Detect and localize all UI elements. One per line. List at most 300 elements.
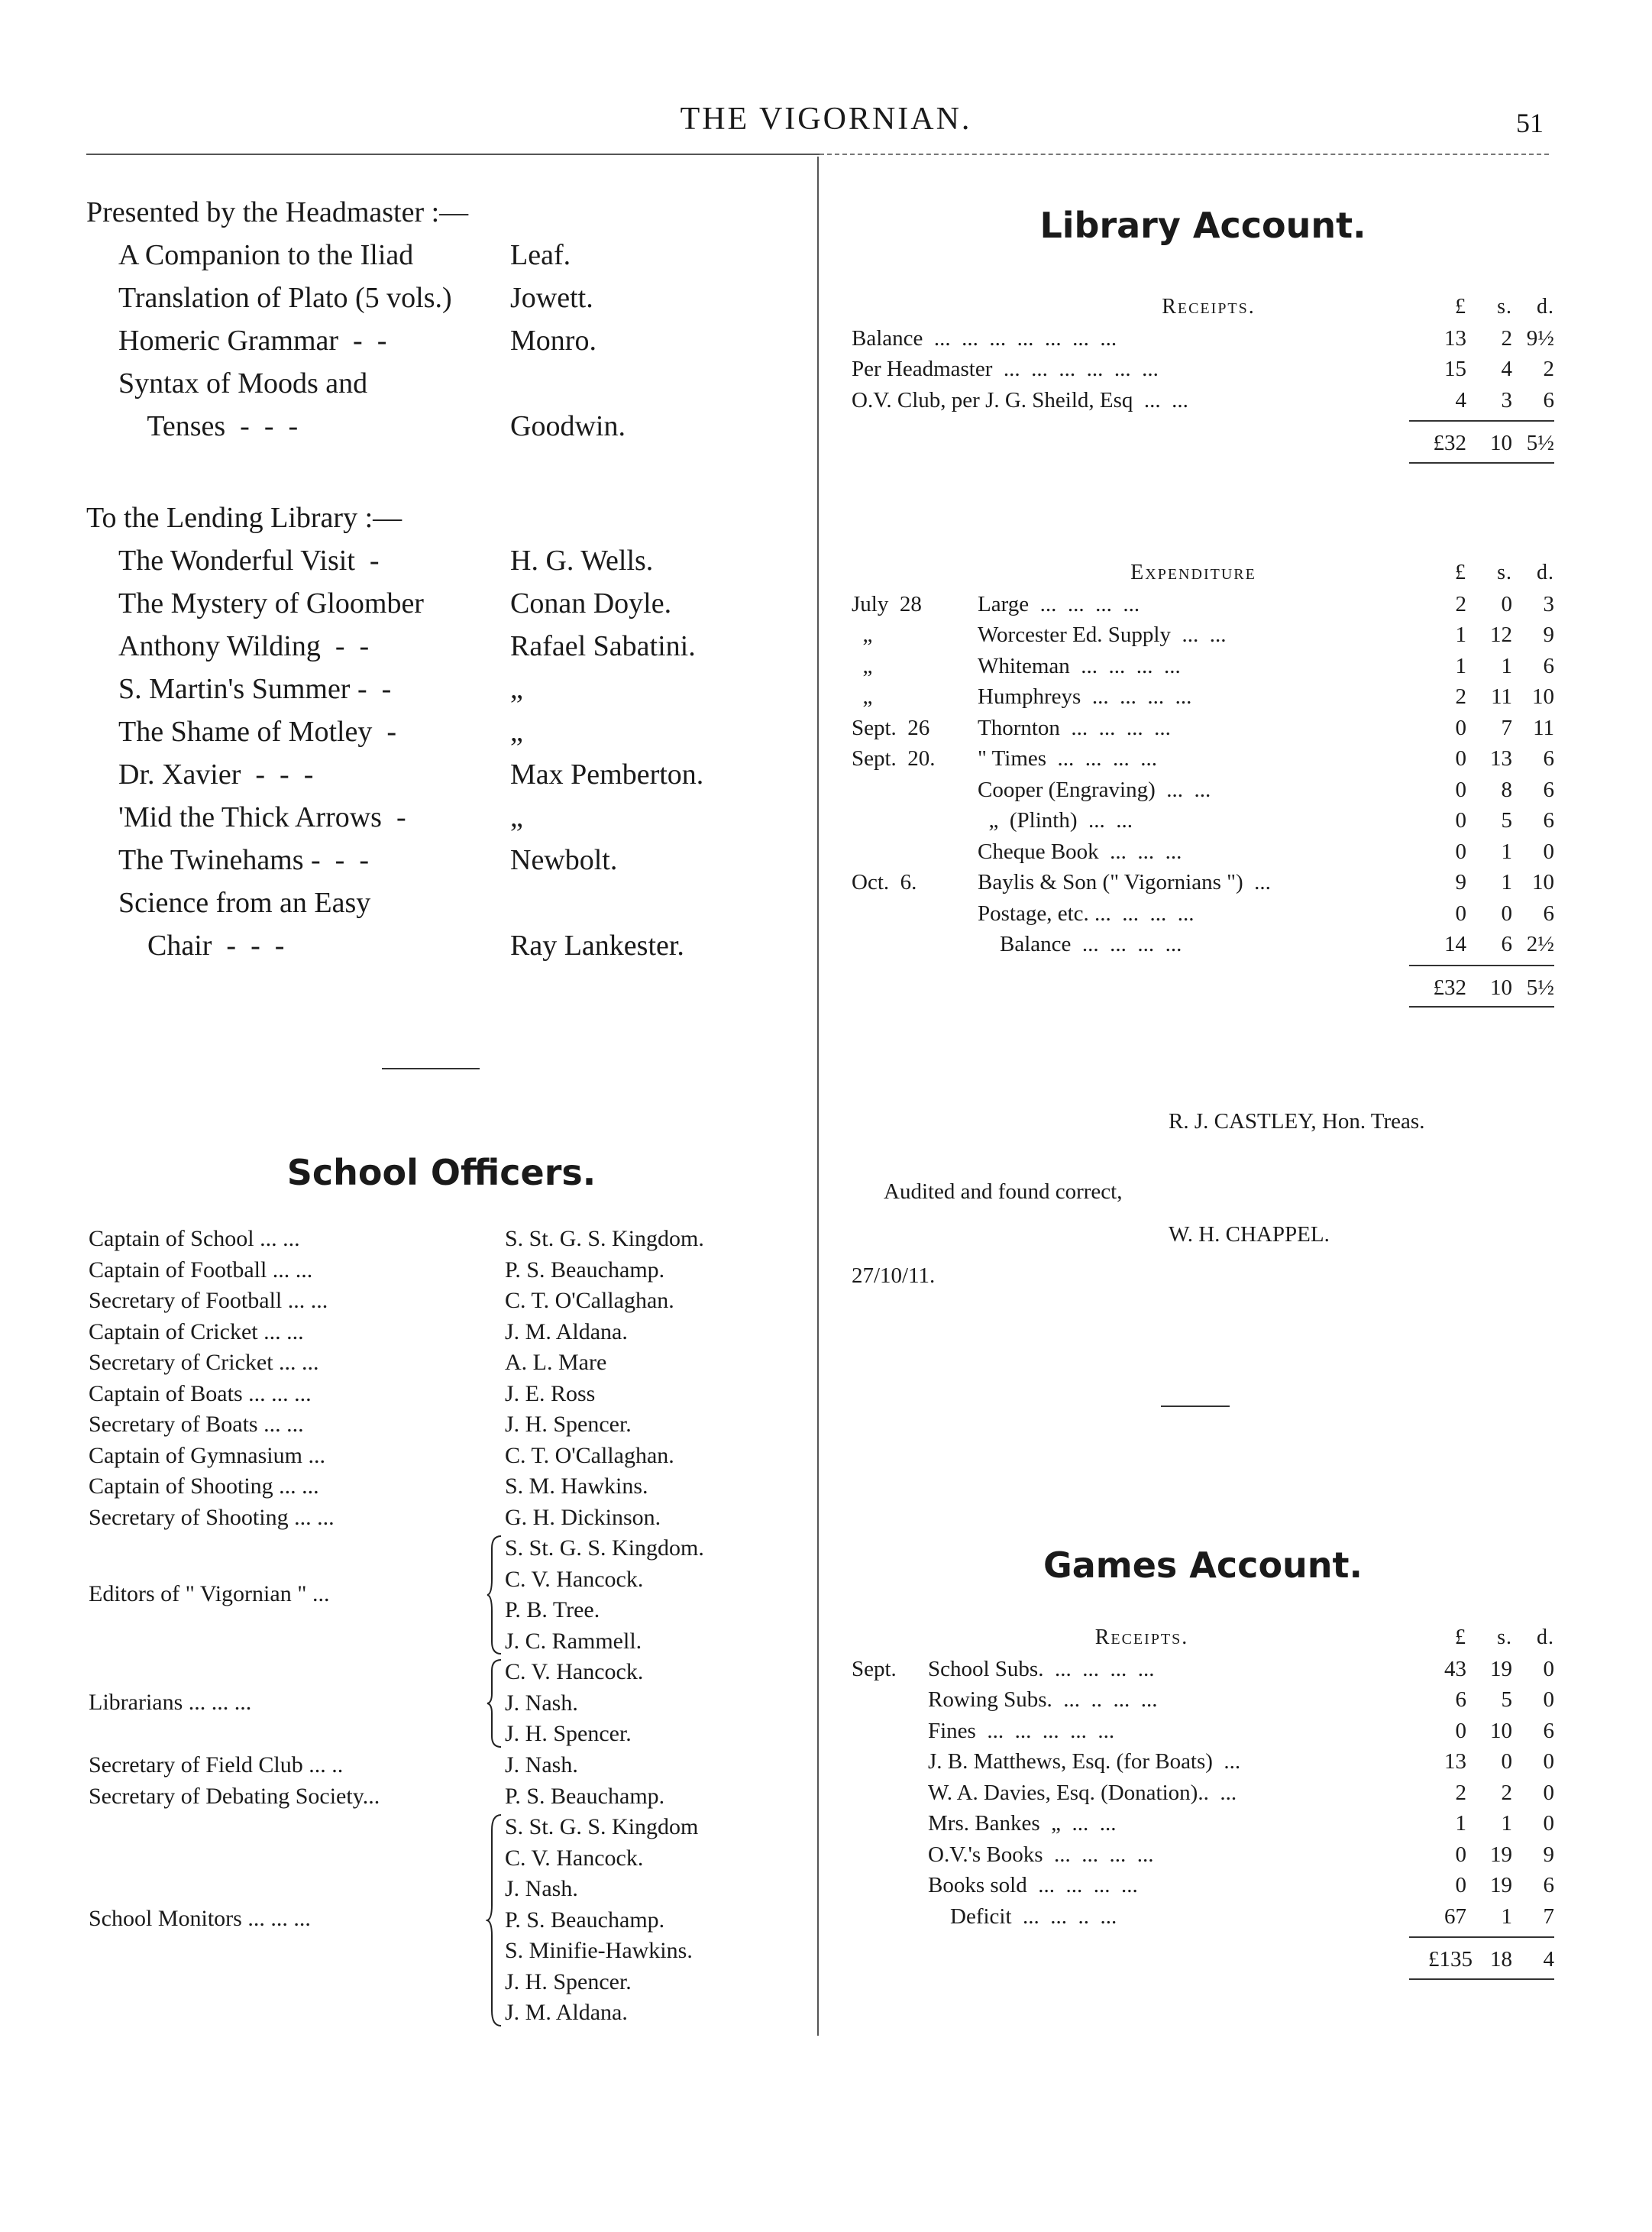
officer-role: Captain of Shooting ... ...: [89, 1473, 319, 1499]
account-date: [852, 1839, 928, 1871]
book-title: The Mystery of Gloomber: [118, 587, 424, 619]
amount-pounds: 0: [1455, 746, 1466, 771]
audited-statement: Audited and found correct,: [884, 1179, 1123, 1204]
amount-pence: 9½: [1526, 325, 1554, 351]
page-number: 51: [1516, 108, 1544, 138]
account-row: [852, 867, 1554, 898]
account-date: Sept. 20.: [852, 746, 936, 771]
officer-row: [89, 1255, 799, 1286]
amount-pounds: 43: [1444, 1656, 1466, 1681]
account-row: [852, 619, 1554, 651]
officer-row: [89, 1750, 799, 1781]
account-item: W. A. Davies, Esq. (Donation).. ...: [928, 1780, 1237, 1805]
officer-name: J. C. Rammell.: [505, 1628, 642, 1654]
book-author: [510, 881, 797, 924]
amount-pounds: 0: [1455, 808, 1466, 833]
officer-name: C. V. Hancock.: [505, 1845, 644, 1871]
account-row: [852, 589, 1554, 620]
officer-role: Secretary of Boats ... ...: [89, 1412, 304, 1437]
account-amount: [1409, 1654, 1554, 1685]
amount-pounds: 0: [1455, 1873, 1466, 1897]
account-amount: [1409, 1808, 1554, 1839]
book-title: 'Mid the Thick Arrows -: [118, 801, 406, 833]
amount-shillings: 5: [1501, 1687, 1512, 1712]
account-amount: [1409, 775, 1554, 806]
amount-shillings: 1: [1501, 1811, 1512, 1836]
officer-name: C. V. Hancock.: [505, 1659, 644, 1684]
book-author: Goodwin.: [510, 410, 626, 442]
book-row: [86, 881, 797, 924]
account-amount: [1409, 385, 1554, 416]
amount-pounds: 2: [1455, 1780, 1466, 1805]
account-row: [852, 385, 1554, 416]
account-date: [852, 836, 978, 868]
officer-name: J. M. Aldana.: [505, 2000, 628, 2025]
book-title: Tenses - - -: [118, 410, 299, 442]
col-pounds: £: [1455, 295, 1466, 319]
book-author: Max Pemberton.: [510, 759, 704, 791]
officer-name: J. H. Spencer.: [505, 1412, 632, 1437]
amount-pence: 6: [1543, 387, 1554, 412]
account-item: Per Headmaster ... ... ... ... ... ...: [852, 357, 1159, 381]
library-receipts-total: £32 10 5½: [1433, 431, 1554, 455]
account-row: [852, 1901, 1554, 1933]
account-amount: [1409, 651, 1554, 682]
officer-role: Captain of School ... ...: [89, 1226, 300, 1251]
amount-pounds: 1: [1455, 653, 1466, 678]
account-item: Whiteman ... ... ... ...: [978, 653, 1181, 678]
amount-shillings: 3: [1501, 387, 1512, 412]
officer-role: Secretary of Cricket ... ...: [89, 1350, 319, 1375]
amount-shillings: 0: [1501, 901, 1512, 926]
officer-name: J. Nash.: [505, 1876, 578, 1901]
account-date: „: [852, 653, 873, 678]
book-row: [86, 753, 797, 796]
amount-pence: 2: [1543, 357, 1554, 381]
audit-date: 27/10/11.: [852, 1263, 936, 1288]
amount-pence: 9: [1543, 623, 1554, 647]
officer-role: Captain of Boats ... ... ...: [89, 1380, 312, 1406]
officer-role: Captain of Gymnasium ...: [89, 1442, 325, 1468]
book-row: [86, 539, 797, 582]
book-title: Dr. Xavier - - -: [118, 759, 314, 791]
officer-name: P. S. Beauchamp.: [505, 1257, 665, 1283]
account-date: [852, 775, 978, 806]
book-row: [86, 582, 797, 625]
amount-pounds: 4: [1455, 387, 1466, 412]
book-title: Science from an Easy: [118, 887, 371, 919]
book-title: Chair - - -: [118, 930, 285, 962]
officer-row: [89, 1503, 799, 1534]
book-row: [86, 625, 797, 668]
amount-pounds: 0: [1455, 715, 1466, 740]
officer-name: J. H. Spencer.: [505, 1721, 632, 1746]
account-date: „: [852, 684, 873, 709]
library-expenditure-rows: [852, 589, 1554, 960]
monitors-role: School Monitors ... ... ...: [89, 1906, 311, 1931]
amount-shillings: 2: [1501, 325, 1512, 351]
library-expenditure: [852, 558, 1554, 1008]
library-receipts-label: Receipts.: [1162, 295, 1256, 319]
account-item: Baylis & Son (" Vigornians ") ...: [978, 870, 1271, 894]
editors-names: [505, 1533, 704, 1657]
column-divider: [817, 157, 819, 2036]
amount-shillings: 1: [1501, 653, 1512, 678]
amount-shillings: 5: [1501, 808, 1512, 833]
officer-row: [89, 1286, 799, 1317]
account-item: Deficit ... ... .. ...: [928, 1904, 1117, 1929]
officer-row: [89, 1347, 799, 1379]
account-row: [852, 1839, 1554, 1871]
account-date: [852, 1746, 928, 1778]
col-pence: d.: [1537, 295, 1554, 319]
book-author: Ray Lankester.: [510, 930, 684, 962]
officer-role: Captain of Football ... ...: [89, 1257, 313, 1283]
account-row: [852, 743, 1554, 775]
account-item: Postage, etc. ... ... ... ...: [978, 901, 1195, 926]
account-date: [852, 1901, 928, 1933]
games-receipts-rows: [852, 1654, 1554, 1933]
officer-name: A. L. Mare: [505, 1350, 607, 1375]
account-amount: [1409, 1778, 1554, 1809]
account-row: [852, 1716, 1554, 1747]
account-amount: [1409, 836, 1554, 868]
book-author: Rafael Sabatini.: [510, 630, 696, 662]
account-item: Rowing Subs. ... .. ... ...: [928, 1687, 1158, 1712]
editors-role: Editors of " Vigornian " ...: [89, 1581, 330, 1606]
officer-name: J. M. Aldana.: [505, 1318, 628, 1344]
presented-book-list: [86, 234, 797, 448]
book-row: [86, 710, 797, 753]
librarians-names: [505, 1657, 643, 1750]
brace-icon: [486, 1533, 506, 1657]
account-amount: [1409, 1746, 1554, 1778]
book-row: [86, 319, 797, 362]
book-row: [86, 362, 797, 405]
amount-pence: 3: [1543, 591, 1554, 616]
lending-heading: To the Lending Library :—: [86, 502, 402, 534]
account-item: School Subs. ... ... ... ...: [928, 1656, 1155, 1681]
book-title: S. Martin's Summer - -: [118, 673, 392, 705]
treasurer-signature: R. J. CASTLEY, Hon. Treas.: [1169, 1109, 1425, 1134]
amount-pence: 6: [1543, 1873, 1554, 1897]
amount-shillings: 19: [1490, 1656, 1512, 1681]
monitors-group: [89, 1812, 799, 2029]
book-row: [86, 668, 797, 710]
book-author: Leaf.: [510, 239, 571, 271]
account-item: Large ... ... ... ...: [978, 591, 1140, 616]
officers-rows: [89, 1224, 799, 1533]
officer-name: C. T. O'Callaghan.: [505, 1288, 674, 1313]
amount-shillings: 0: [1501, 591, 1512, 616]
librarians-group: [89, 1657, 799, 1750]
lending-book-list: [86, 539, 797, 967]
amount-shillings: 13: [1490, 746, 1512, 771]
amount-pence: 6: [1543, 653, 1554, 678]
account-item: " Times ... ... ... ...: [978, 746, 1158, 771]
account-item: O.V. Club, per J. G. Sheild, Esq ... ...: [852, 387, 1188, 412]
amount-pence: 0: [1543, 1687, 1554, 1712]
amount-pence: 10: [1532, 870, 1554, 894]
amount-pence: 6: [1543, 777, 1554, 802]
account-item: J. B. Matthews, Esq. (for Boats) ...: [928, 1749, 1241, 1774]
officer-role: Captain of Cricket ... ...: [89, 1318, 304, 1344]
officer-name: C. T. O'Callaghan.: [505, 1442, 674, 1468]
amount-pence: 6: [1543, 901, 1554, 926]
presented-heading: Presented by the Headmaster :—: [86, 196, 469, 228]
account-date: [852, 1778, 928, 1809]
total-rule: [1409, 965, 1554, 966]
account-row: [852, 1778, 1554, 1809]
account-item: Books sold ... ... ... ...: [928, 1873, 1138, 1897]
librarians-role: Librarians ... ... ...: [89, 1690, 252, 1715]
officer-row: [89, 1379, 799, 1410]
amount-shillings: 11: [1491, 684, 1512, 709]
account-item: Fines ... ... ... ... ...: [928, 1718, 1115, 1743]
account-item: O.V.'s Books ... ... ... ...: [928, 1842, 1154, 1867]
amount-pounds: 9: [1455, 870, 1466, 894]
games-receipts-label: Receipts.: [1094, 1625, 1189, 1649]
amount-shillings: 8: [1501, 777, 1512, 802]
book-author: [510, 362, 797, 405]
account-amount: [1409, 681, 1554, 713]
account-row: [852, 1746, 1554, 1778]
account-date: [852, 1870, 928, 1901]
amount-shillings: 0: [1501, 1749, 1512, 1774]
account-row: [852, 775, 1554, 806]
header-rule: [86, 154, 820, 155]
amount-pence: 6: [1543, 1718, 1554, 1743]
book-author: Monro.: [510, 325, 596, 357]
amount-pounds: 0: [1455, 1718, 1466, 1743]
officers-heading: School Officers.: [286, 1152, 596, 1193]
amount-shillings: 4: [1501, 357, 1512, 381]
amount-pounds: 67: [1444, 1904, 1466, 1929]
account-amount: [1409, 929, 1554, 960]
account-row: [852, 651, 1554, 682]
section-separator: [1161, 1406, 1230, 1407]
total-rule: [1409, 420, 1554, 422]
amount-shillings: 1: [1501, 839, 1512, 864]
account-amount: [1409, 1839, 1554, 1871]
account-row: [852, 1684, 1554, 1716]
account-item: Cooper (Engraving) ... ...: [978, 777, 1211, 802]
account-date: [852, 929, 978, 960]
account-item: Mrs. Bankes „ ... ...: [928, 1811, 1117, 1836]
amount-pence: 0: [1543, 1811, 1554, 1836]
account-date: [852, 898, 978, 930]
brace-icon: [486, 1657, 506, 1750]
officer-row: [89, 1441, 799, 1472]
account-amount: [1409, 1684, 1554, 1716]
officer-name: S. St. G. S. Kingdom.: [505, 1535, 704, 1561]
amount-pence: 6: [1543, 808, 1554, 833]
amount-pence: 0: [1543, 839, 1554, 864]
account-date: [852, 1716, 928, 1747]
officers-table: [89, 1224, 799, 2029]
library-account-heading: Library Account.: [1039, 205, 1366, 246]
officer-name: P. B. Tree.: [505, 1597, 600, 1622]
account-amount: [1409, 354, 1554, 385]
games-receipts: [852, 1622, 1554, 1980]
amount-shillings: 19: [1490, 1842, 1512, 1867]
book-author: Jowett.: [510, 282, 593, 314]
book-row: [86, 924, 797, 967]
account-amount: [1409, 898, 1554, 930]
book-author: Conan Doyle.: [510, 587, 672, 619]
account-item: „ (Plinth) ... ...: [978, 808, 1133, 833]
library-receipts-header: [852, 292, 1554, 323]
book-author: „: [510, 716, 523, 748]
amount-shillings: 10: [1490, 1718, 1512, 1743]
amount-pence: 0: [1543, 1749, 1554, 1774]
officer-name: J. H. Spencer.: [505, 1968, 632, 1994]
account-row: [852, 805, 1554, 836]
officer-name: S. St. G. S. Kingdom.: [505, 1226, 704, 1251]
amount-pounds: 6: [1455, 1687, 1466, 1712]
book-title: The Wonderful Visit -: [118, 545, 380, 577]
amount-pounds: 1: [1455, 1811, 1466, 1836]
amount-shillings: 19: [1490, 1873, 1512, 1897]
monitors-names: [505, 1812, 698, 2029]
amount-pence: 10: [1532, 684, 1554, 709]
account-amount: [1409, 589, 1554, 620]
officer-name: S. M. Hawkins.: [505, 1473, 648, 1499]
officer-name: S. Minifie-Hawkins.: [505, 1938, 693, 1963]
amount-pence: 9: [1543, 1842, 1554, 1867]
book-row: [86, 234, 797, 277]
account-row: [852, 898, 1554, 930]
book-row: [86, 405, 797, 448]
games-total: £135 18 4: [1428, 1947, 1554, 1972]
library-expenditure-label: Expenditure: [1130, 561, 1256, 584]
book-title: Translation of Plato (5 vols.): [118, 282, 452, 314]
account-item: Thornton ... ... ... ...: [978, 715, 1171, 740]
amount-pounds: 15: [1444, 357, 1466, 381]
account-row: [852, 354, 1554, 385]
book-title: Syntax of Moods and: [118, 367, 368, 399]
book-title: The Shame of Motley -: [118, 716, 397, 748]
amount-pounds: 1: [1455, 623, 1466, 647]
amount-pounds: 14: [1444, 932, 1466, 956]
amount-pounds: 2: [1455, 591, 1466, 616]
amount-shillings: 6: [1501, 932, 1512, 956]
account-date: July 28: [852, 591, 922, 616]
account-amount: [1409, 323, 1554, 354]
library-receipts-rows: [852, 323, 1554, 416]
total-rule: [1409, 1936, 1554, 1938]
officers-rows: [89, 1750, 799, 1812]
amount-pence: 6: [1543, 746, 1554, 771]
account-amount: [1409, 1901, 1554, 1933]
amount-pence: 11: [1533, 715, 1554, 740]
account-date: [852, 805, 978, 836]
amount-shillings: 7: [1501, 715, 1512, 740]
amount-shillings: 2: [1501, 1780, 1512, 1805]
book-title: Homeric Grammar - -: [118, 325, 387, 357]
officer-name: P. S. Beauchamp.: [505, 1907, 665, 1933]
account-date: [852, 1808, 928, 1839]
officer-name: J. Nash.: [505, 1752, 578, 1778]
games-account-heading: Games Account.: [1043, 1545, 1363, 1586]
auditor-signature: W. H. CHAPPEL.: [1169, 1222, 1330, 1247]
total-rule: [1409, 462, 1554, 464]
amount-pence: 7: [1543, 1904, 1554, 1929]
col-shillings: s.: [1497, 295, 1512, 319]
editors-group: [89, 1533, 799, 1657]
library-receipts: [852, 292, 1554, 464]
officer-name: G. H. Dickinson.: [505, 1504, 661, 1530]
account-row: [852, 929, 1554, 960]
book-row: [86, 839, 797, 881]
account-amount: [1409, 619, 1554, 651]
amount-pounds: 0: [1455, 839, 1466, 864]
book-author: „: [510, 801, 523, 833]
book-author: H. G. Wells.: [510, 545, 654, 577]
amount-pence: 2½: [1526, 932, 1554, 956]
account-item: Worcester Ed. Supply ... ...: [978, 623, 1227, 647]
account-date: Oct. 6.: [852, 870, 917, 894]
lending-section: [86, 497, 797, 967]
officer-name: P. S. Beauchamp.: [505, 1783, 665, 1809]
account-row: [852, 323, 1554, 354]
amount-shillings: 12: [1490, 623, 1512, 647]
total-rule: [1409, 1006, 1554, 1008]
account-amount: [1409, 805, 1554, 836]
amount-pence: 0: [1543, 1780, 1554, 1805]
amount-pence: 0: [1543, 1656, 1554, 1681]
account-item: Balance ... ... ... ... ... ... ...: [852, 325, 1117, 351]
account-amount: [1409, 743, 1554, 775]
officer-role: Secretary of Debating Society...: [89, 1783, 380, 1809]
brace-icon: [486, 1812, 506, 2029]
header-rule: [820, 154, 1549, 155]
officer-name: J. E. Ross: [505, 1380, 596, 1406]
book-row: [86, 277, 797, 319]
amount-shillings: 1: [1501, 1904, 1512, 1929]
amount-pounds: 13: [1444, 1749, 1466, 1774]
amount-pounds: 0: [1455, 901, 1466, 926]
officer-role: Secretary of Field Club ... ..: [89, 1752, 344, 1778]
account-row: [852, 836, 1554, 868]
officer-name: C. V. Hancock.: [505, 1566, 644, 1592]
book-author: „: [510, 673, 523, 705]
section-separator: [382, 1068, 480, 1069]
amount-pounds: 0: [1455, 777, 1466, 802]
officer-row: [89, 1317, 799, 1348]
officer-row: [89, 1471, 799, 1503]
officer-row: [89, 1409, 799, 1441]
account-date: [852, 1684, 928, 1716]
presented-section: [86, 191, 797, 448]
account-row: [852, 1808, 1554, 1839]
officer-row: [89, 1224, 799, 1255]
total-rule: [1409, 1978, 1554, 1980]
account-amount: [1409, 713, 1554, 744]
officer-role: Secretary of Football ... ...: [89, 1288, 328, 1313]
amount-pounds: 0: [1455, 1842, 1466, 1867]
officer-role: Secretary of Shooting ... ...: [89, 1504, 335, 1530]
book-title: The Twinehams - - -: [118, 844, 369, 876]
account-date: Sept.: [852, 1656, 897, 1681]
amount-shillings: 1: [1501, 870, 1512, 894]
amount-pounds: 2: [1455, 684, 1466, 709]
book-row: [86, 796, 797, 839]
officer-row: [89, 1781, 799, 1813]
account-amount: [1409, 1870, 1554, 1901]
account-item: Cheque Book ... ... ...: [978, 839, 1182, 864]
account-date: Sept. 26: [852, 715, 930, 740]
